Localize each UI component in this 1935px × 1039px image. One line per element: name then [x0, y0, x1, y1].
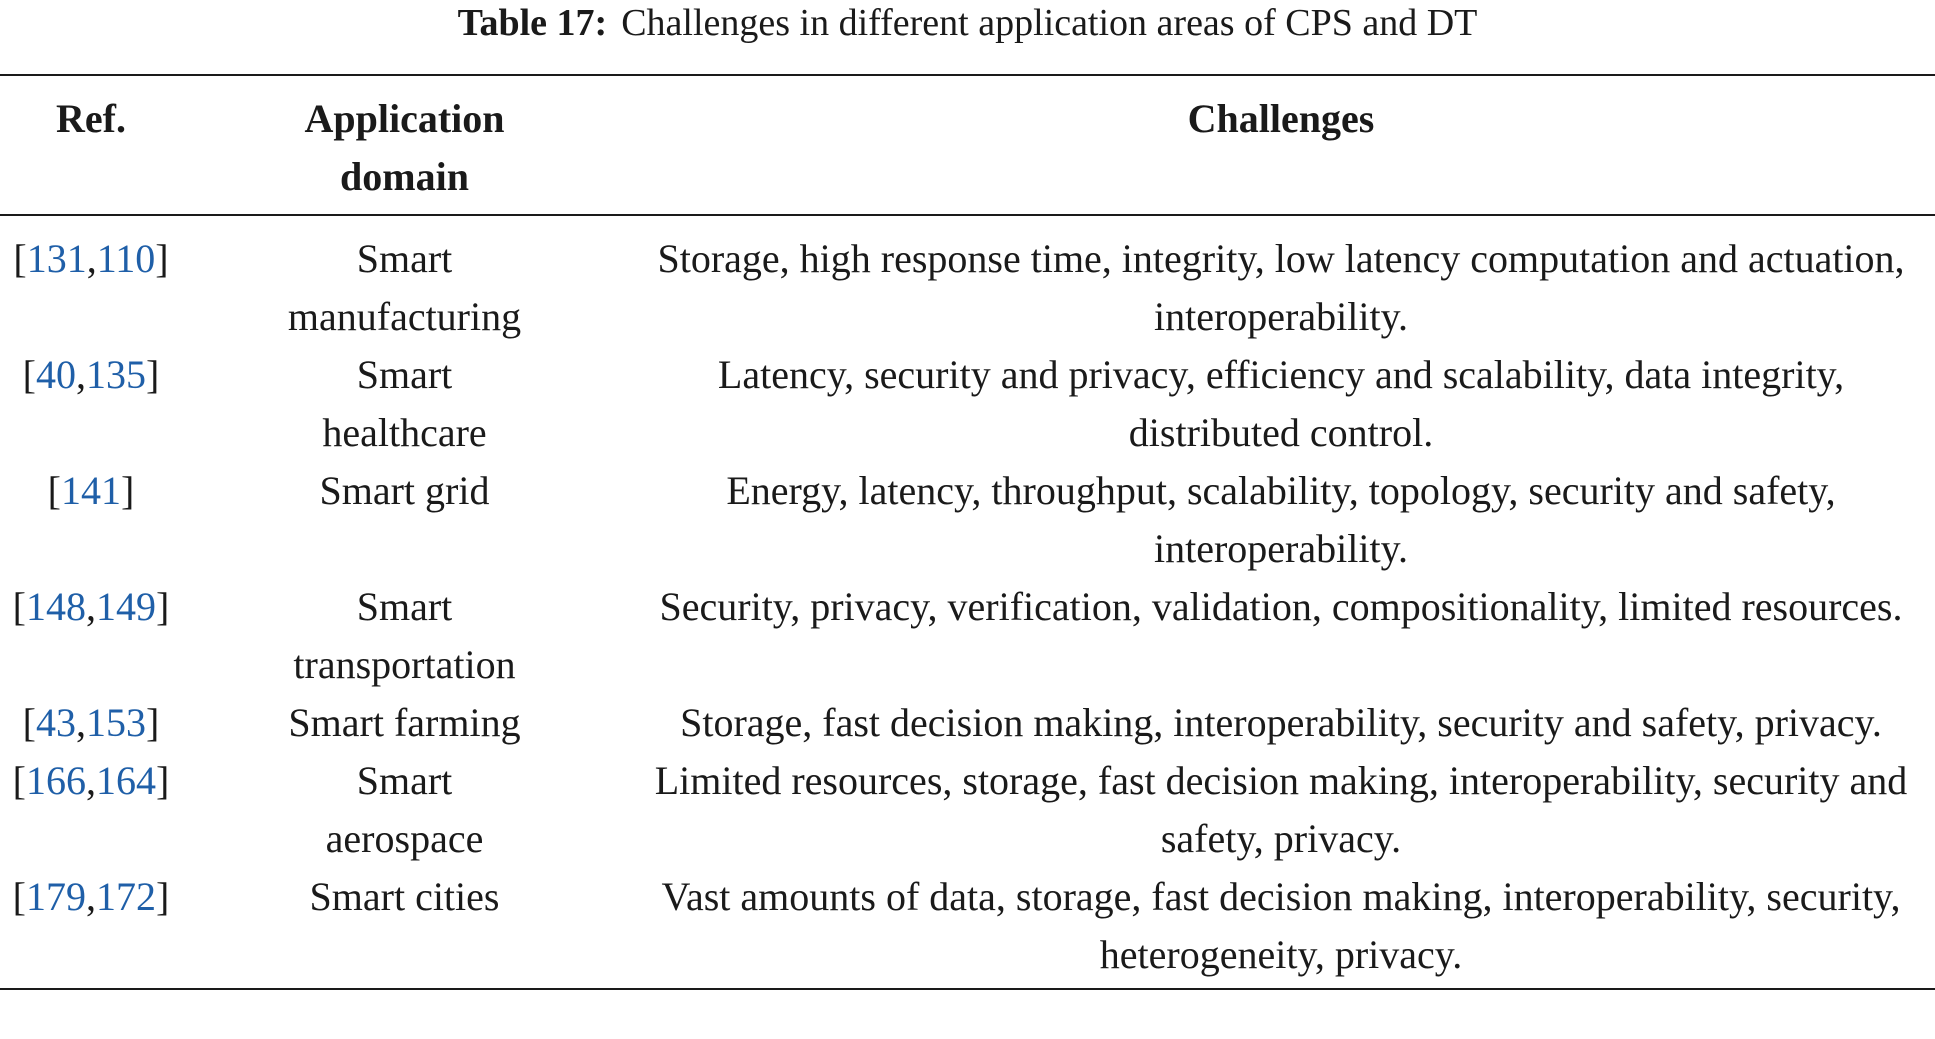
ref-bracket-open: [ — [22, 352, 36, 397]
application-domain-cell — [182, 215, 627, 346]
table-row — [0, 752, 1935, 868]
ref-separator: , — [76, 700, 86, 745]
citation-link[interactable]: 43 — [36, 700, 76, 745]
ref-bracket-open: [ — [22, 700, 36, 745]
ref-separator: , — [86, 584, 96, 629]
challenges-cell: Security, privacy, verification, validation, compositionality, limited resources. — [659, 584, 1903, 629]
application-domain-text: Smart manufacturing — [287, 236, 522, 339]
header-challenges: Challenges — [1187, 96, 1375, 141]
application-domain-text: Smart grid — [319, 468, 490, 513]
challenges-cell: Storage, high response time, integrity, low latency computation and actuation, interoperability. — [657, 236, 1905, 339]
header-row — [0, 75, 1935, 215]
table-row — [0, 346, 1935, 462]
table-header — [0, 75, 1935, 215]
ref-bracket-close: ] — [156, 584, 170, 629]
citation-link[interactable]: 164 — [96, 758, 156, 803]
challenges-cell: Energy, latency, throughput, scalability, topology, security and safety, interoperability. — [726, 468, 1836, 571]
ref-bracket-close: ] — [155, 236, 169, 281]
ref-bracket-open: [ — [12, 874, 26, 919]
ref-separator: , — [86, 874, 96, 919]
citation-link[interactable]: 110 — [96, 236, 156, 281]
application-domain-text: Smart aerospace — [325, 758, 484, 861]
application-domain-text: Smart farming — [288, 700, 521, 745]
citation-link[interactable]: 179 — [26, 874, 86, 919]
caption-text: Challenges in different application areas of CPS and DT — [621, 2, 1478, 44]
ref-bracket-close: ] — [146, 700, 160, 745]
ref-bracket-close: ] — [121, 468, 135, 513]
application-domain-cell — [182, 346, 627, 462]
ref-bracket-open: [ — [13, 236, 27, 281]
ref-separator: , — [86, 758, 96, 803]
challenges-cell: Limited resources, storage, fast decision making, interoperability, security and safety, privacy. — [654, 758, 1908, 861]
table-row — [0, 215, 1935, 346]
citation-link[interactable]: 40 — [36, 352, 76, 397]
application-domain-cell — [182, 868, 627, 989]
ref-bracket-open: [ — [12, 584, 26, 629]
application-domain-cell — [182, 694, 627, 752]
table-caption — [0, 0, 1935, 46]
table-row — [0, 578, 1935, 694]
ref-separator: , — [76, 352, 86, 397]
challenges-cell: Latency, security and privacy, efficiency and scalability, data integrity, distributed control. — [717, 352, 1845, 455]
table-row — [0, 462, 1935, 578]
table-body — [0, 215, 1935, 989]
citation-link[interactable]: 149 — [96, 584, 156, 629]
table-row — [0, 868, 1935, 989]
ref-separator: , — [86, 236, 97, 281]
ref-bracket-close: ] — [146, 352, 160, 397]
citation-link[interactable]: 172 — [96, 874, 156, 919]
ref-cell — [0, 694, 182, 752]
ref-bracket-close: ] — [156, 758, 170, 803]
application-domain-text: Smart healthcare — [322, 352, 487, 455]
caption-label: Table 17: — [457, 2, 608, 44]
citation-link[interactable]: 131 — [26, 236, 87, 281]
ref-cell — [0, 578, 182, 694]
header-ref: Ref. — [56, 96, 126, 141]
table-row — [0, 694, 1935, 752]
citation-link[interactable]: 141 — [61, 468, 121, 513]
challenges-cell: Storage, fast decision making, interoperability, security and safety, privacy. — [680, 700, 1882, 745]
ref-cell — [0, 462, 182, 578]
citation-link[interactable]: 153 — [86, 700, 146, 745]
challenges-cell: Vast amounts of data, storage, fast decision making, interoperability, security, heterogeneity, privacy. — [661, 874, 1901, 977]
application-domain-cell — [182, 462, 627, 578]
citation-link[interactable]: 135 — [86, 352, 146, 397]
ref-bracket-open: [ — [47, 468, 61, 513]
application-domain-cell — [182, 578, 627, 694]
challenges-table — [0, 74, 1935, 990]
application-domain-text: Smart cities — [309, 874, 500, 919]
application-domain-cell — [182, 752, 627, 868]
ref-bracket-close: ] — [156, 874, 170, 919]
ref-cell — [0, 215, 182, 346]
ref-cell — [0, 346, 182, 462]
citation-link[interactable]: 148 — [26, 584, 86, 629]
header-application-domain — [182, 75, 627, 215]
application-domain-text: Smart transportation — [293, 584, 516, 687]
header-application-domain-text: Application domain — [304, 96, 505, 199]
ref-cell — [0, 868, 182, 989]
ref-cell — [0, 752, 182, 868]
citation-link[interactable]: 166 — [26, 758, 86, 803]
ref-bracket-open: [ — [12, 758, 26, 803]
